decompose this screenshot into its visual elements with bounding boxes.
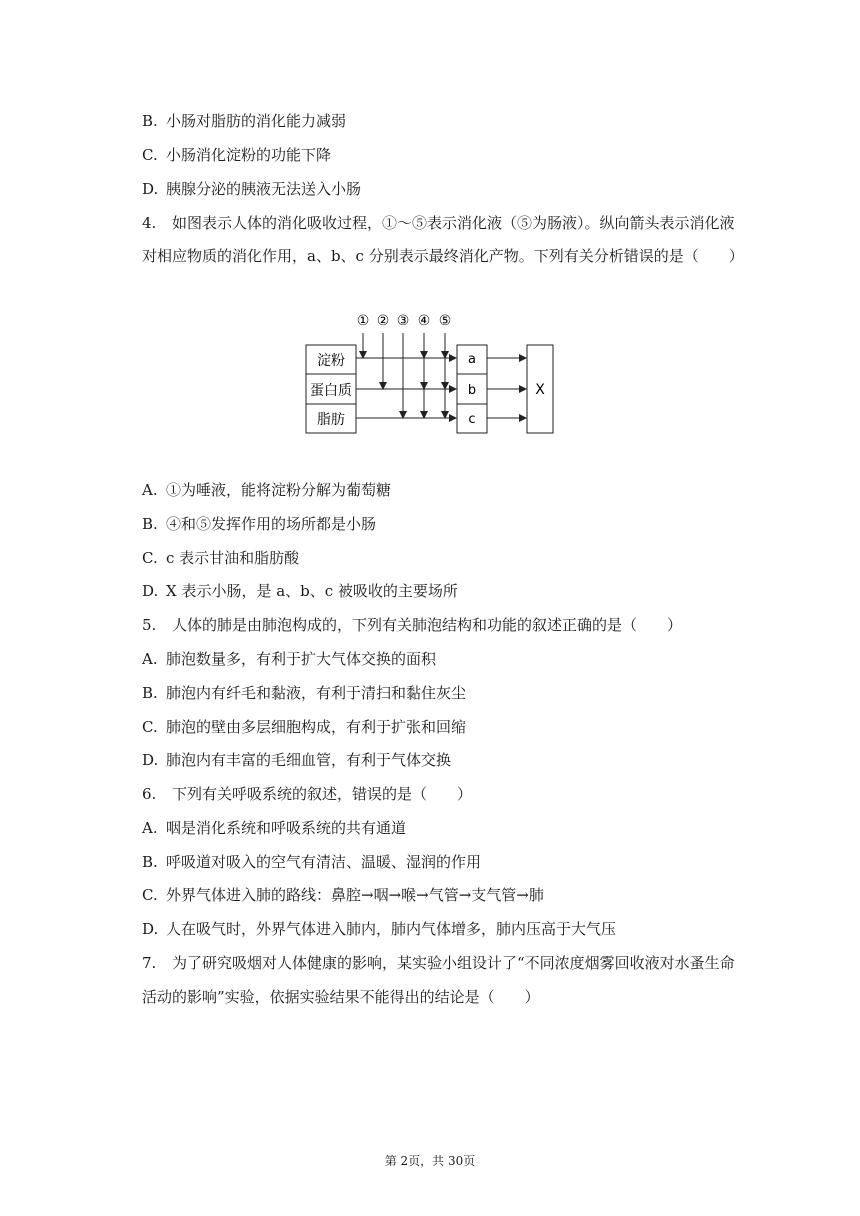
juice-label-3: ③ <box>396 313 410 329</box>
q4-option-a: A. ①为唾液，能将淀粉分解为葡萄糖 <box>142 481 392 499</box>
page-footer: 第 2页，共 30页 <box>384 1154 476 1168</box>
q4-stem-line2: 对相应物质的消化作用，a、b、c 分别表示最终消化产物。下列有关分析错误的是（ ） <box>142 247 744 265</box>
q5-option-b: B. 肺泡内有纤毛和黏液，有利于清扫和黏住灰尘 <box>142 684 467 702</box>
q3-option-b: B. 小肠对脂肪的消化能力减弱 <box>142 112 347 130</box>
q6-option-c: C. 外界气体进入肺的路线：鼻腔→咽→喉→气管→支气管→肺 <box>142 886 544 904</box>
q4-stem-line1: 4. 如图表示人体的消化吸收过程，①～⑤表示消化液（⑤为肠液）。纵向箭头表示消化液 <box>142 214 735 232</box>
q4-option-c: C. c 表示甘油和脂肪酸 <box>142 549 300 567</box>
q5-stem: 5. 人体的肺是由肺泡构成的，下列有关肺泡结构和功能的叙述正确的是（ ） <box>142 616 683 634</box>
q7-stem-line2: 活动的影响”实验，依据实验结果不能得出的结论是（ ） <box>142 988 540 1006</box>
q5-option-a: A. 肺泡数量多，有利于扩大气体交换的面积 <box>142 650 437 668</box>
q6-option-a: A. 咽是消化系统和呼吸系统的共有通道 <box>142 819 407 837</box>
q6-stem: 6. 下列有关呼吸系统的叙述，错误的是（ ） <box>142 785 473 803</box>
q6-option-b: B. 呼吸道对吸入的空气有清洁、温暖、湿润的作用 <box>142 853 482 871</box>
q6-option-d: D. 人在吸气时，外界气体进入肺内，肺内气体增多，肺内压高于大气压 <box>142 920 617 938</box>
absorb-x: X <box>535 382 545 398</box>
juice-label-5: ⑤ <box>438 313 452 329</box>
q3-option-d: D. 胰腺分泌的胰液无法送入小肠 <box>142 180 362 198</box>
digestion-diagram <box>300 305 570 440</box>
juice-label-4: ④ <box>417 313 431 329</box>
substance-protein: 蛋白质 <box>310 383 352 399</box>
substance-starch: 淀粉 <box>317 353 345 369</box>
q3-option-c: C. 小肠消化淀粉的功能下降 <box>142 146 332 164</box>
q5-option-c: C. 肺泡的壁由多层细胞构成，有利于扩张和回缩 <box>142 718 467 736</box>
product-c: c <box>468 412 476 427</box>
product-b: b <box>467 383 477 398</box>
q7-stem-line1: 7. 为了研究吸烟对人体健康的影响，某实验小组设计了“不同浓度烟雾回收液对水蚤生命 <box>142 954 735 972</box>
q4-option-d: D. X 表示小肠，是 a、b、c 被吸收的主要场所 <box>142 582 458 600</box>
product-a: a <box>468 352 476 367</box>
q5-option-d: D. 肺泡内有丰富的毛细血管，有利于气体交换 <box>142 751 452 769</box>
juice-label-2: ② <box>376 313 390 329</box>
substance-fat: 脂肪 <box>317 412 345 428</box>
juice-label-1: ① <box>356 313 370 329</box>
q4-option-b: B. ④和⑤发挥作用的场所都是小肠 <box>142 515 377 533</box>
